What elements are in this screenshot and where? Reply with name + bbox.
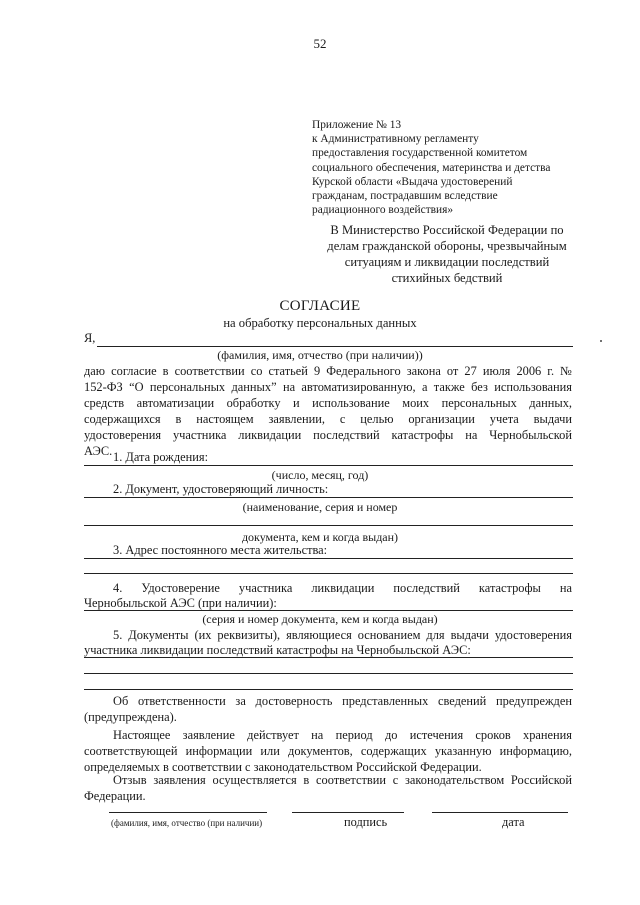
- id-document-hint: (наименование, серия и номер: [242, 500, 398, 514]
- responsibility-text-2: (предупреждена).: [84, 710, 177, 724]
- id-document-field-line[interactable]: [84, 497, 573, 498]
- revocation-text: Отзыв заявления осуществляется в соответствии с законодательством Российской: [113, 773, 572, 787]
- responsibility-text: Об ответственности за достоверность представленных сведений предупрежден: [113, 694, 572, 708]
- fio-field-line[interactable]: [97, 346, 573, 347]
- signature-line[interactable]: [292, 812, 404, 813]
- signature-date-line[interactable]: [432, 812, 568, 813]
- consent-line: удостоверения участника ликвидации последствий катастрофы на Чернобыльской: [84, 428, 572, 442]
- appendix-line: к Административному регламенту: [312, 133, 479, 146]
- address-field-line[interactable]: [84, 558, 573, 559]
- appendix-line: радиационного воздействия»: [312, 204, 454, 217]
- signature-caption: подпись: [344, 815, 388, 829]
- address-field-line-2[interactable]: [84, 573, 573, 574]
- signature-fio-caption: (фамилия, имя, отчество (при наличии): [111, 818, 263, 828]
- speck-mark: [600, 340, 602, 342]
- fio-hint: (фамилия, имя, отчество (при наличии)): [217, 348, 423, 362]
- basis-documents-field-line-2[interactable]: [84, 673, 573, 674]
- basis-documents-field-line[interactable]: [84, 657, 573, 658]
- liquidator-certificate-hint: (серия и номер документа, кем и когда выдан): [202, 612, 438, 626]
- addressee: В Министерство Российской Федерации по делам гражданской обороны, чрезвычайным ситуациям и ликвидации последствий стихийных бедствий: [327, 223, 567, 285]
- consent-line: содержащихся в настоящем заявлении, с целью организации учета выдачи: [84, 412, 572, 426]
- liquidator-certificate-label-2: Чернобыльской АЭС (при наличии):: [84, 596, 277, 610]
- appendix-line: гражданам, пострадавшим вследствие: [312, 190, 498, 203]
- liquidator-certificate-label: 4. Удостоверение участника ликвидации последствий катастрофы на: [113, 581, 572, 595]
- consent-line: даю согласие в соответствии со статьей 9 Федерального закона от 27 июля 2006 г. №: [84, 364, 572, 378]
- address-label: 3. Адрес постоянного места жительства:: [113, 543, 328, 557]
- i-label: Я,: [84, 331, 96, 345]
- appendix-line: Приложение № 13: [312, 119, 402, 131]
- id-document-field-line-2[interactable]: [84, 525, 573, 526]
- document-title: СОГЛАСИЕ: [279, 298, 361, 314]
- appendix-line: предоставления государственной комитетом: [312, 147, 528, 160]
- birth-date-label: 1. Дата рождения:: [113, 450, 209, 464]
- consent-line-last: АЭС.: [84, 444, 113, 458]
- id-document-hint-2: документа, кем и когда выдан): [241, 530, 399, 544]
- appendix-block: [312, 118, 550, 217]
- birth-date-field-line[interactable]: [84, 465, 573, 466]
- basis-documents-label-2: участника ликвидации последствий катастрофы на Чернобыльской АЭС:: [84, 643, 471, 657]
- basis-documents-field-line-3[interactable]: [84, 689, 573, 690]
- basis-documents-label: 5. Документы (их реквизиты), являющиеся основанием для выдачи удостоверения: [113, 628, 572, 642]
- consent-line: средств автоматизации обработку и использование моих персональных данных,: [84, 396, 572, 410]
- appendix-line: социального обеспечения, материнства и детства: [312, 161, 551, 174]
- birth-date-hint: (число, месяц, год): [271, 468, 369, 482]
- page-number: 52: [313, 36, 327, 51]
- liquidator-certificate-field-line[interactable]: [84, 610, 573, 611]
- signature-date-caption: дата: [502, 815, 525, 829]
- signature-fio-line[interactable]: [109, 812, 267, 813]
- validity-text-2: соответствующей информации или документов, содержащих указанную информацию,: [84, 744, 572, 758]
- consent-line: 152-ФЗ “О персональных данных” на автоматизированную, а также без использования: [84, 380, 572, 394]
- validity-text: Настоящее заявление действует на период до истечения сроков хранения: [113, 728, 572, 742]
- revocation-text-2: Федерации.: [84, 789, 146, 803]
- appendix-line: Курской области «Выдача удостоверений: [312, 175, 513, 188]
- id-document-label: 2. Документ, удостоверяющий личность:: [113, 482, 329, 496]
- validity-text-3: определяемых в соответствии с законодательством Российской Федерации.: [84, 760, 482, 774]
- document-subtitle: на обработку персональных данных: [223, 316, 417, 330]
